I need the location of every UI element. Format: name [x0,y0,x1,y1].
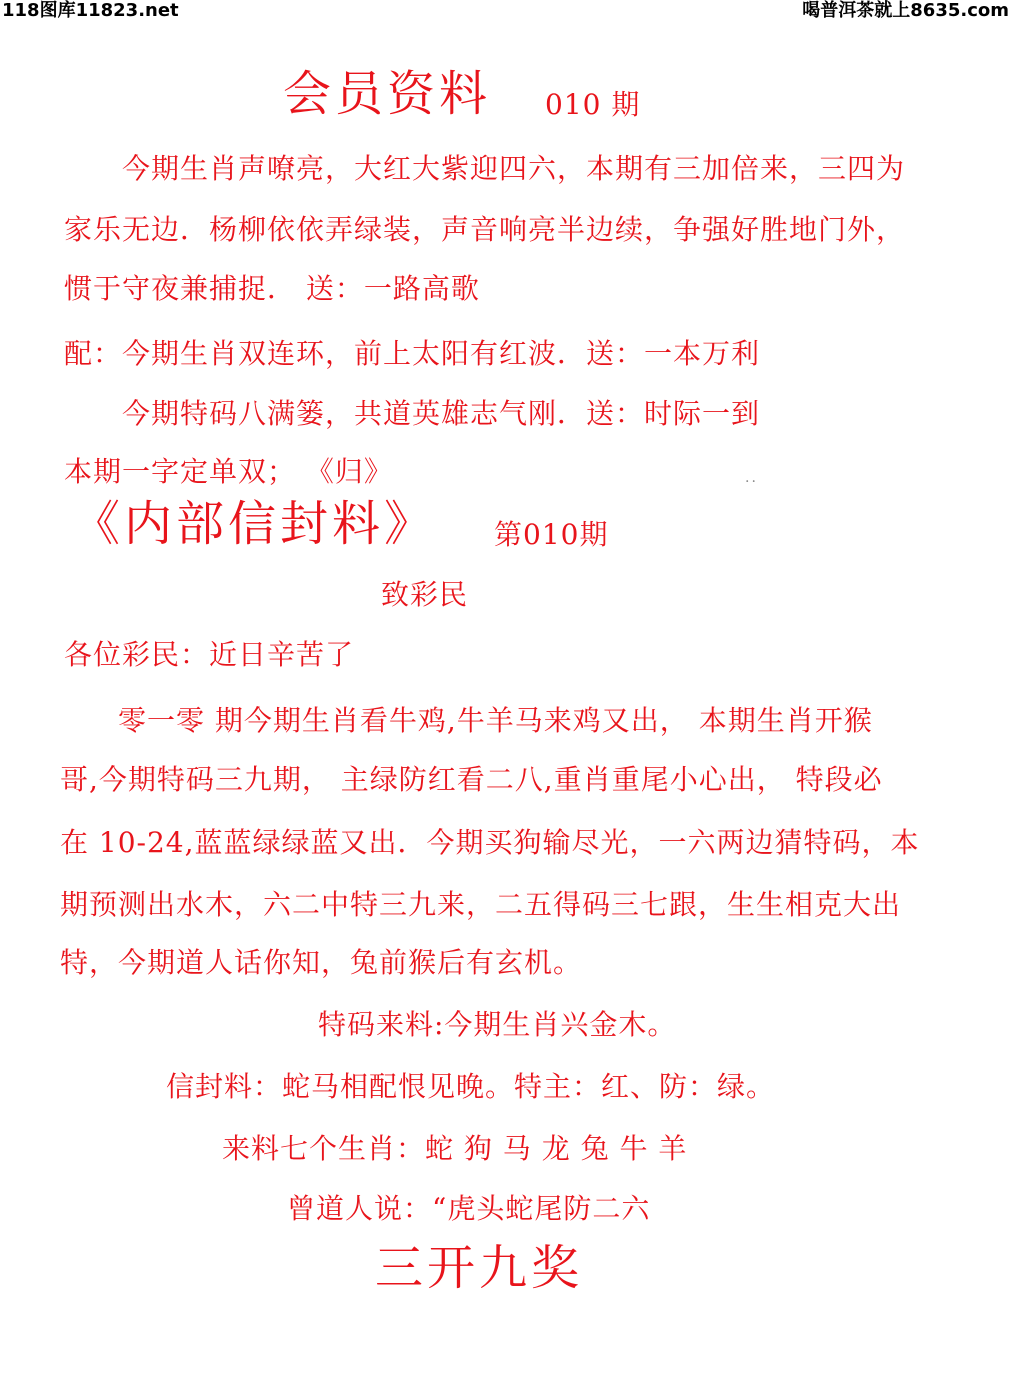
final-phrase: 三开九奖 [375,1240,584,1296]
envelope-period: 第010期 [494,518,609,551]
member-line-1: 今期生肖声嘹亮，大红大紫迎四六，本期有三加倍来，三四为 [122,152,906,185]
site-watermark-left: 118图库11823.net [2,0,179,21]
member-line-5: 今期特码八满篓，共道英雄志气刚．送：时际一到 [122,397,761,430]
special-material: 特码来料:今期生肖兴金木。 [318,1008,677,1041]
letter-material: 信封料：蛇马相配恨见晚。特主：红、防：绿。 [166,1070,776,1103]
member-line-4: 配：今期生肖双连环，前上太阳有红波．送：一本万利 [64,337,761,370]
saying: 曾道人说：“虎头蛇尾防二六 [287,1192,651,1225]
member-line-3: 惯于守夜兼捕捉． 送：一路高歌 [64,272,480,305]
envelope-greeting: 各位彩民：近日辛苦了 [64,638,355,671]
member-title: 会员资料 [283,66,492,122]
envelope-title: 《内部信封料》 [72,496,437,552]
envelope-line-4: 期预测出水木，六二中特三九来，二五得码三七跟，生生相克大出 [60,888,902,921]
envelope-line-5: 特，今期道人话你知，兔前猴后有玄机。 [60,946,583,979]
envelope-line-3: 在 10-24,蓝蓝绿绿蓝又出．今期买狗输尽光，一六两边猜特码，本 [60,826,920,859]
member-line-2: 家乐无边．杨柳依依弄绿装，声音响亮半边续，争强好胜地门外， [64,213,906,246]
envelope-line-1: 零一零 期今期生肖看牛鸡,牛羊马来鸡又出， 本期生肖开猴 [118,704,873,737]
envelope-subtitle: 致彩民 [381,578,469,611]
member-period: 010 期 [545,88,641,121]
zodiac-list: 来料七个生肖：蛇 狗 马 龙 兔 牛 羊 [222,1132,688,1165]
site-watermark-right: 喝普洱茶就上8635.com [802,0,1009,21]
envelope-line-2: 哥,今期特码三九期， 主绿防红看二八,重肖重尾小心出， 特段必 [60,763,883,796]
member-line-6: 本期一字定单双； 《归》 [64,455,393,488]
stray-dots: .. [745,470,758,486]
